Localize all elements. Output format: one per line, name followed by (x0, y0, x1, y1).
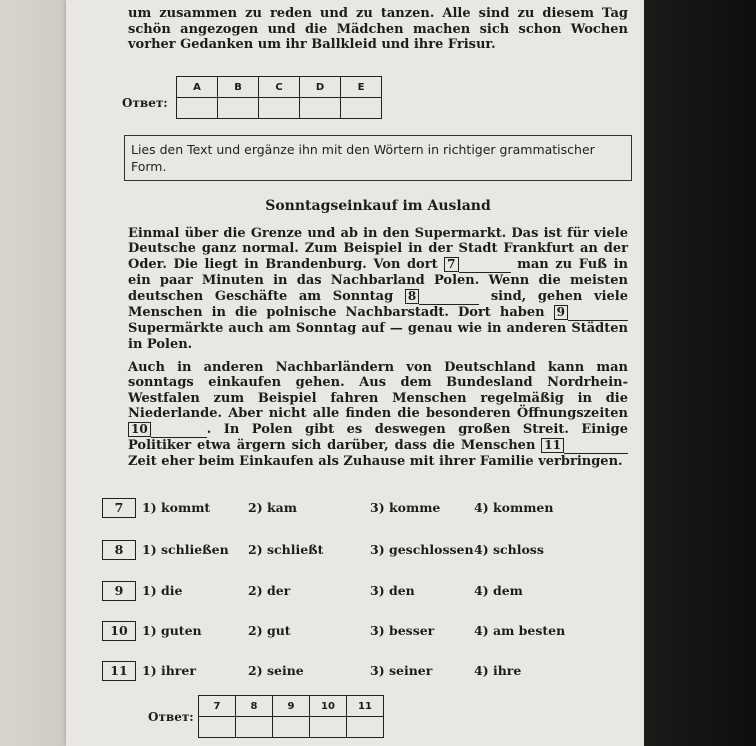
answer-cell-10[interactable] (310, 717, 347, 738)
gap-9-blank[interactable] (568, 305, 628, 321)
option-1[interactable]: 1) guten (142, 623, 202, 638)
answer-header-e: E (341, 77, 382, 98)
option-2[interactable]: 2) kam (248, 500, 297, 515)
gap-10: 10 (128, 422, 151, 437)
option-3[interactable]: 3) geschlossen (370, 542, 474, 557)
answer-cell-8[interactable] (236, 717, 273, 738)
option-4[interactable]: 4) am besten (474, 623, 566, 638)
answer-table-top (176, 76, 382, 119)
gap-8: 8 (405, 289, 419, 304)
question-11 (102, 661, 602, 683)
option-1[interactable]: 1) kommt (142, 500, 211, 515)
paragraph-2 (128, 360, 628, 470)
answer-label-top: Ответ: (122, 96, 168, 110)
option-3[interactable]: 3) besser (370, 623, 435, 638)
gap-11-blank[interactable] (564, 438, 628, 454)
p2-text-b: . In Polen gibt es deswegen großen Streit. Einige Politiker etwa ärgern sich darüber, dass die Menschen (128, 421, 628, 454)
option-4[interactable]: 4) ihre (474, 663, 522, 678)
gap-7: 7 (444, 257, 458, 272)
question-number: 11 (102, 661, 136, 681)
option-4[interactable]: 4) schloss (474, 542, 544, 557)
option-3[interactable]: 3) komme (370, 500, 441, 515)
answer-cell-b[interactable] (218, 98, 259, 119)
question-number: 8 (102, 540, 136, 560)
left-margin (0, 0, 66, 746)
answer-header-7: 7 (199, 696, 236, 717)
gap-8-blank[interactable] (419, 289, 479, 305)
option-1[interactable]: 1) schließen (142, 542, 229, 557)
option-2[interactable]: 2) der (248, 583, 291, 598)
question-7 (102, 498, 602, 520)
answer-cell-d[interactable] (300, 98, 341, 119)
question-number: 7 (102, 498, 136, 518)
answer-cell-c[interactable] (259, 98, 300, 119)
p2-text-c: Zeit eher beim Einkaufen als Zuhause mit ihrer Familie verbringen. (128, 454, 623, 470)
answer-cell-a[interactable] (177, 98, 218, 119)
worksheet-page (66, 0, 644, 746)
gap-10-blank[interactable] (151, 422, 207, 438)
gap-11: 11 (541, 438, 564, 453)
question-8 (102, 540, 602, 562)
answer-header-d: D (300, 77, 341, 98)
option-1[interactable]: 1) die (142, 583, 183, 598)
option-4[interactable]: 4) kommen (474, 500, 554, 515)
dark-background-edge (644, 0, 756, 746)
answer-header-a: A (177, 77, 218, 98)
answer-header-9: 9 (273, 696, 310, 717)
answer-header-b: B (218, 77, 259, 98)
top-text: um zusammen zu reden und zu tanzen. Alle sind zu diesem Tag schön angezogen und die Mädchen machen sich schon Wochen vorher Gedanken um ihr Ballkleid und ihre Frisur. (128, 6, 628, 52)
p2-text-a: Auch in anderen Nachbarländern von Deutschland kann man sonntags einkaufen gehen. Aus dem Bundesland Nordrhein-Westfalen zum Beispiel fahren Menschen regelmäßig in die Niederlande. Aber nicht alle finden die besonderen Öffnungszeiten (128, 360, 628, 422)
question-number: 9 (102, 581, 136, 601)
option-1[interactable]: 1) ihrer (142, 663, 196, 678)
option-3[interactable]: 3) den (370, 583, 415, 598)
question-9 (102, 581, 602, 603)
option-2[interactable]: 2) gut (248, 623, 291, 638)
answer-table-bottom (198, 695, 384, 738)
answer-cell-9[interactable] (273, 717, 310, 738)
option-2[interactable]: 2) schließt (248, 542, 324, 557)
gap-7-blank[interactable] (459, 257, 511, 273)
answer-cell-e[interactable] (341, 98, 382, 119)
answer-cell-11[interactable] (347, 717, 384, 738)
answer-cell-7[interactable] (199, 717, 236, 738)
p1-text-b: man zu Fuß in ein paar Minuten in das Nachbarland Polen. Wenn die meisten deutschen Geschäfte am Sonntag (128, 256, 628, 304)
question-10 (102, 621, 602, 643)
answer-header-8: 8 (236, 696, 273, 717)
p1-text-a: Einmal über die Grenze und ab in den Supermarkt. Das ist für viele Deutsche ganz normal. Zum Beispiel in der Stadt Frankfurt an der Oder. Die liegt in Brandenburg. Von dort (128, 226, 628, 272)
question-number: 10 (102, 621, 136, 641)
instruction-box: Lies den Text und ergänze ihn mit den Wörtern in richtiger grammatischer Form. (124, 135, 632, 181)
answer-header-c: C (259, 77, 300, 98)
text-title: Sonntagseinkauf im Ausland (265, 198, 491, 214)
p1-text-d: Supermärkte auch am Sonntag auf — genau wie in anderen Städten in Polen. (128, 321, 628, 352)
gap-9: 9 (554, 305, 568, 320)
option-3[interactable]: 3) seiner (370, 663, 433, 678)
p1-text-c: sind, gehen viele Menschen in die polnische Nachbarstadt. Dort haben (128, 288, 628, 321)
paragraph-1 (128, 226, 628, 352)
answer-header-10: 10 (310, 696, 347, 717)
option-2[interactable]: 2) seine (248, 663, 304, 678)
answer-header-11: 11 (347, 696, 384, 717)
option-4[interactable]: 4) dem (474, 583, 523, 598)
answer-label-bottom: Ответ: (148, 710, 194, 724)
